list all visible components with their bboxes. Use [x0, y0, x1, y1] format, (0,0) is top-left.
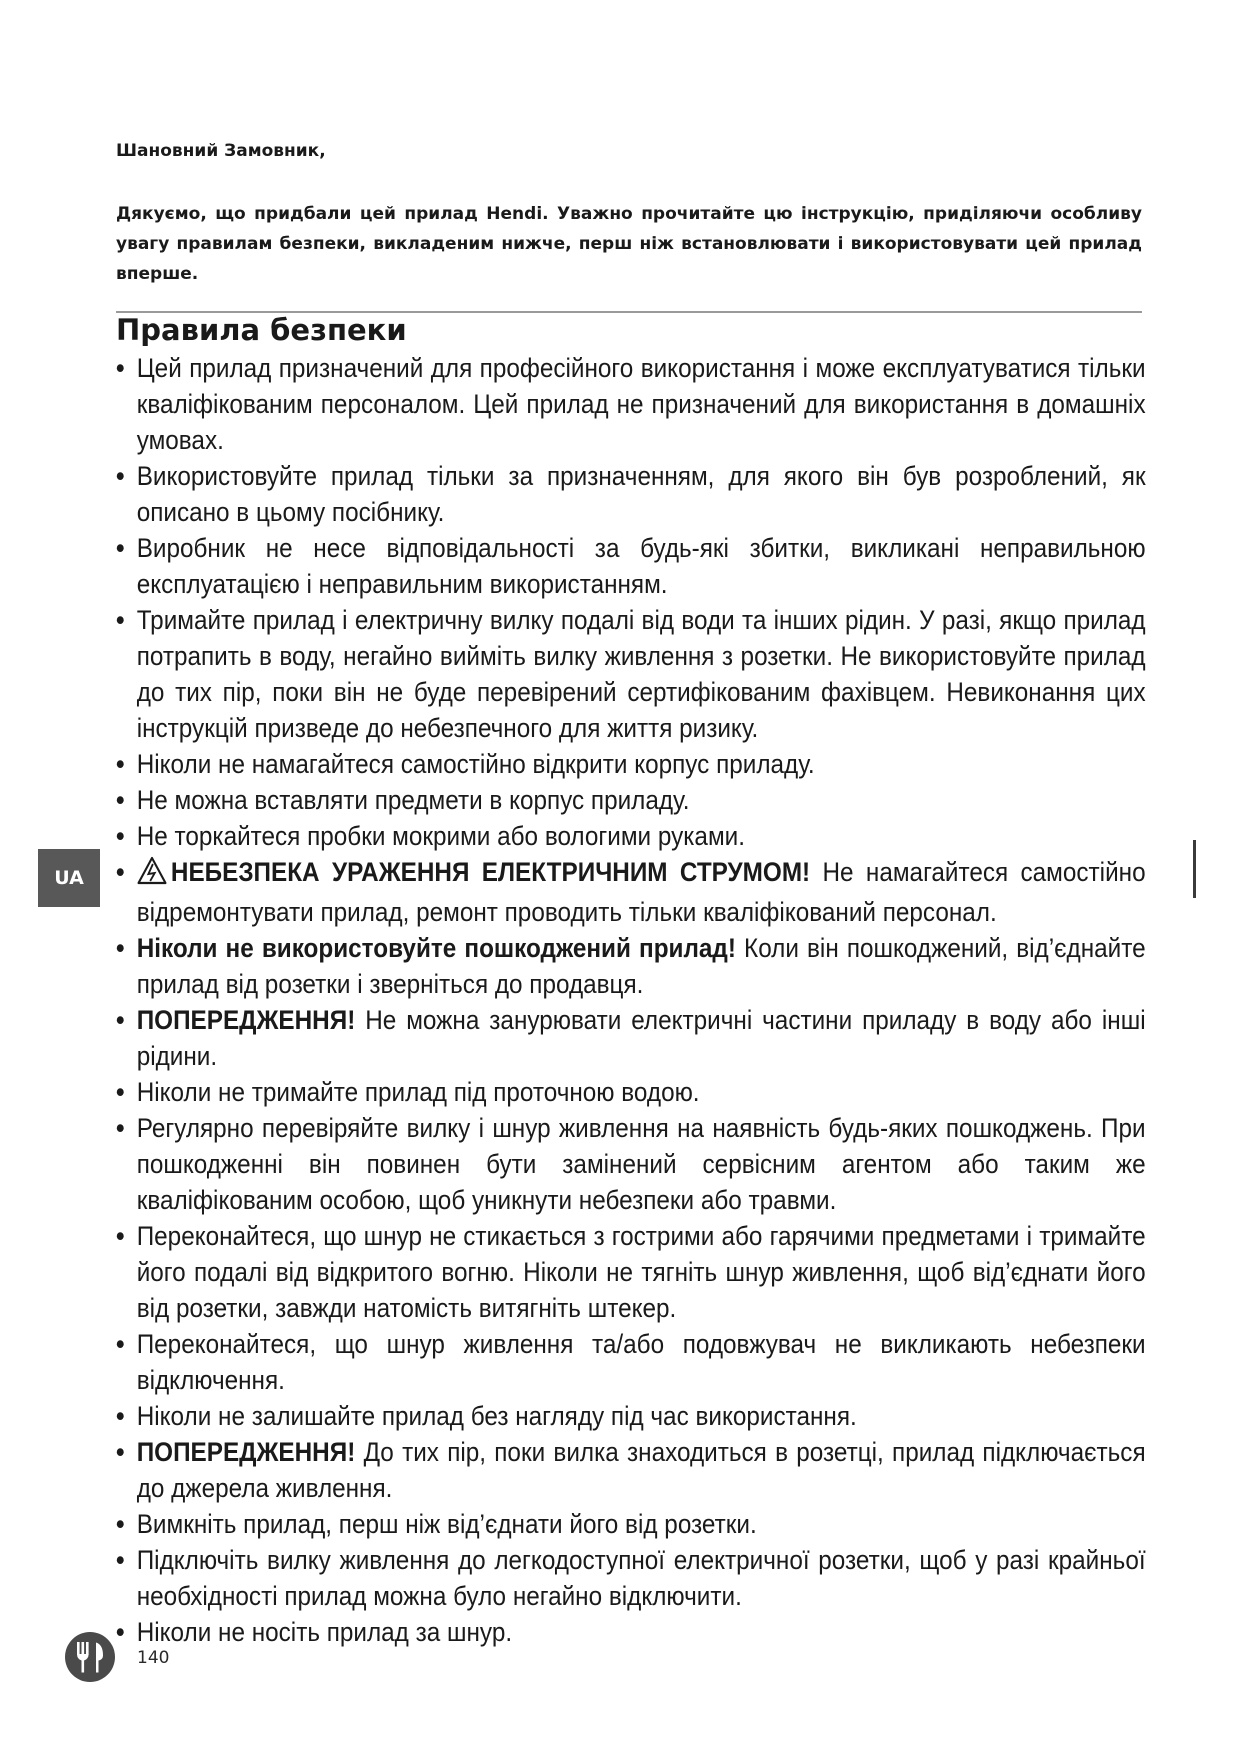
page-edge-marker: [1193, 840, 1196, 898]
bullet: •: [116, 461, 125, 491]
rule-item: [116, 1434, 1146, 1506]
rule-text: Використовуйте прилад тільки за призначенням, для якого він був розроблений, як описано в цьому посібнику.: [136, 461, 1146, 527]
fork-knife-logo-icon: [64, 1631, 116, 1683]
rule-text: Коли він пошкоджений, від’єднайте прилад від розетки і зверніться до продавця.: [136, 933, 1146, 999]
rule-item: [116, 1614, 1146, 1650]
rule-item: [116, 1110, 1146, 1218]
bullet: •: [116, 821, 125, 851]
rule-text: Переконайтеся, що шнур не стикається з гострими або гарячими предметами і тримайте його подалі від відкритого вогню. Ніколи не тягніть шнур живлення, щоб від’єднати його від розетки, завжди натомість витягніть штекер.: [136, 1221, 1146, 1323]
rule-item: [116, 854, 1146, 930]
rule-strong: ПОПЕРЕДЖЕННЯ!: [136, 1437, 356, 1467]
bullet: •: [116, 353, 125, 383]
bullet: •: [116, 1617, 125, 1647]
rule-item: [116, 818, 1146, 854]
rule-text: Регулярно перевіряйте вилку і шнур живлення на наявність будь-яких пошкоджень. При пошкодженні він повинен бути замінений сервісним агентом або таким же кваліфікованим особою, щоб уникнути небезпеки або травми.: [136, 1113, 1146, 1215]
rule-text: Не можна занурювати електричні частини приладу в воду або інші рідини.: [136, 1005, 1146, 1071]
section-heading: Правила безпеки: [116, 313, 407, 347]
rule-item: [116, 602, 1146, 746]
rule-item: [116, 1506, 1146, 1542]
safety-rules-list: [116, 350, 1146, 1650]
bullet: •: [116, 933, 125, 963]
rule-text: Не торкайтеся пробки мокрими або вологими руками.: [136, 821, 745, 851]
bullet: •: [116, 1401, 125, 1431]
bullet: •: [116, 1329, 125, 1359]
rule-item: [116, 1398, 1146, 1434]
rule-text: Переконайтеся, що шнур живлення та/або подовжувач не викликають небезпеки відключення.: [136, 1329, 1146, 1395]
rule-strong: НЕБЕЗПЕКА УРАЖЕННЯ ЕЛЕКТРИЧНИМ СТРУМОМ!: [170, 857, 811, 887]
rule-text: Ніколи не залишайте прилад без нагляду під час використання.: [136, 1401, 857, 1431]
bullet: •: [116, 605, 125, 635]
page-number: 140: [137, 1648, 170, 1668]
rule-item: [116, 1326, 1146, 1398]
rule-text: Не можна вставляти предмети в корпус приладу.: [136, 785, 690, 815]
rule-item: [116, 458, 1146, 530]
rule-item: [116, 782, 1146, 818]
bullet: •: [116, 1509, 125, 1539]
bullet: •: [116, 1221, 125, 1251]
rule-text: До тих пір, поки вилка знаходиться в розетці, прилад підключається до джерела живлення.: [136, 1437, 1146, 1503]
bullet: •: [116, 785, 125, 815]
bullet: •: [116, 533, 125, 563]
bullet: •: [116, 857, 125, 887]
greeting: Шановний Замовник,: [116, 141, 326, 161]
rule-text: Підключіть вилку живлення до легкодоступної електричної розетки, щоб у разі крайньої необхідності прилад можна було негайно відключити.: [136, 1545, 1146, 1611]
rule-item: [116, 1542, 1146, 1614]
rule-text: Не намагайтеся самостійно відремонтувати прилад, ремонт проводить тільки кваліфікований персонал.: [136, 857, 1146, 927]
electric-hazard-icon: [137, 856, 168, 894]
rule-item: [116, 1074, 1146, 1110]
bullet: •: [116, 1005, 125, 1035]
rule-item: [116, 1002, 1146, 1074]
bullet: •: [116, 1077, 125, 1107]
bullet: •: [116, 749, 125, 779]
rule-text: Цей прилад призначений для професійного використання і може експлуатуватися тільки кваліфікованим персоналом. Цей прилад не призначений для використання в домашніх умовах.: [136, 353, 1146, 455]
rule-item: [116, 350, 1146, 458]
rule-strong: Ніколи не використовуйте пошкоджений прилад!: [136, 933, 736, 963]
intro-paragraph: Дякуємо, що придбали цей прилад Hendi. Уважно прочитайте цю інструкцію, приділяючи особливу увагу правилам безпеки, викладеним нижче, перш ніж встановлювати і використовувати цей прилад вперше.: [116, 204, 1142, 284]
rule-text: Тримайте прилад і електричну вилку подалі від води та інших рідин. У разі, якщо прилад потрапить в воду, негайно вийміть вилку живлення з розетки. Не використовуйте прилад до тих пір, поки він не буде перевірений сертифікованим фахівцем. Невиконання цих інструкцій призведе до небезпечного для життя ризику.: [136, 605, 1146, 743]
rule-text: Вимкніть прилад, перш ніж від’єднати його від розетки.: [136, 1509, 757, 1539]
rule-text: Ніколи не носіть прилад за шнур.: [136, 1617, 513, 1647]
rule-item: [116, 746, 1146, 782]
rule-strong: ПОПЕРЕДЖЕННЯ!: [136, 1005, 356, 1035]
rule-item: [116, 1218, 1146, 1326]
language-tab: UA: [38, 849, 100, 907]
bullet: •: [116, 1545, 125, 1575]
bullet: •: [116, 1113, 125, 1143]
rule-text: Ніколи не намагайтеся самостійно відкрити корпус приладу.: [136, 749, 815, 779]
rule-item: [116, 930, 1146, 1002]
rule-item: [116, 530, 1146, 602]
rule-text: Ніколи не тримайте прилад під проточною водою.: [136, 1077, 700, 1107]
rule-text: Виробник не несе відповідальності за будь-які збитки, викликані неправильною експлуатацією і неправильним використанням.: [136, 533, 1146, 599]
bullet: •: [116, 1437, 125, 1467]
